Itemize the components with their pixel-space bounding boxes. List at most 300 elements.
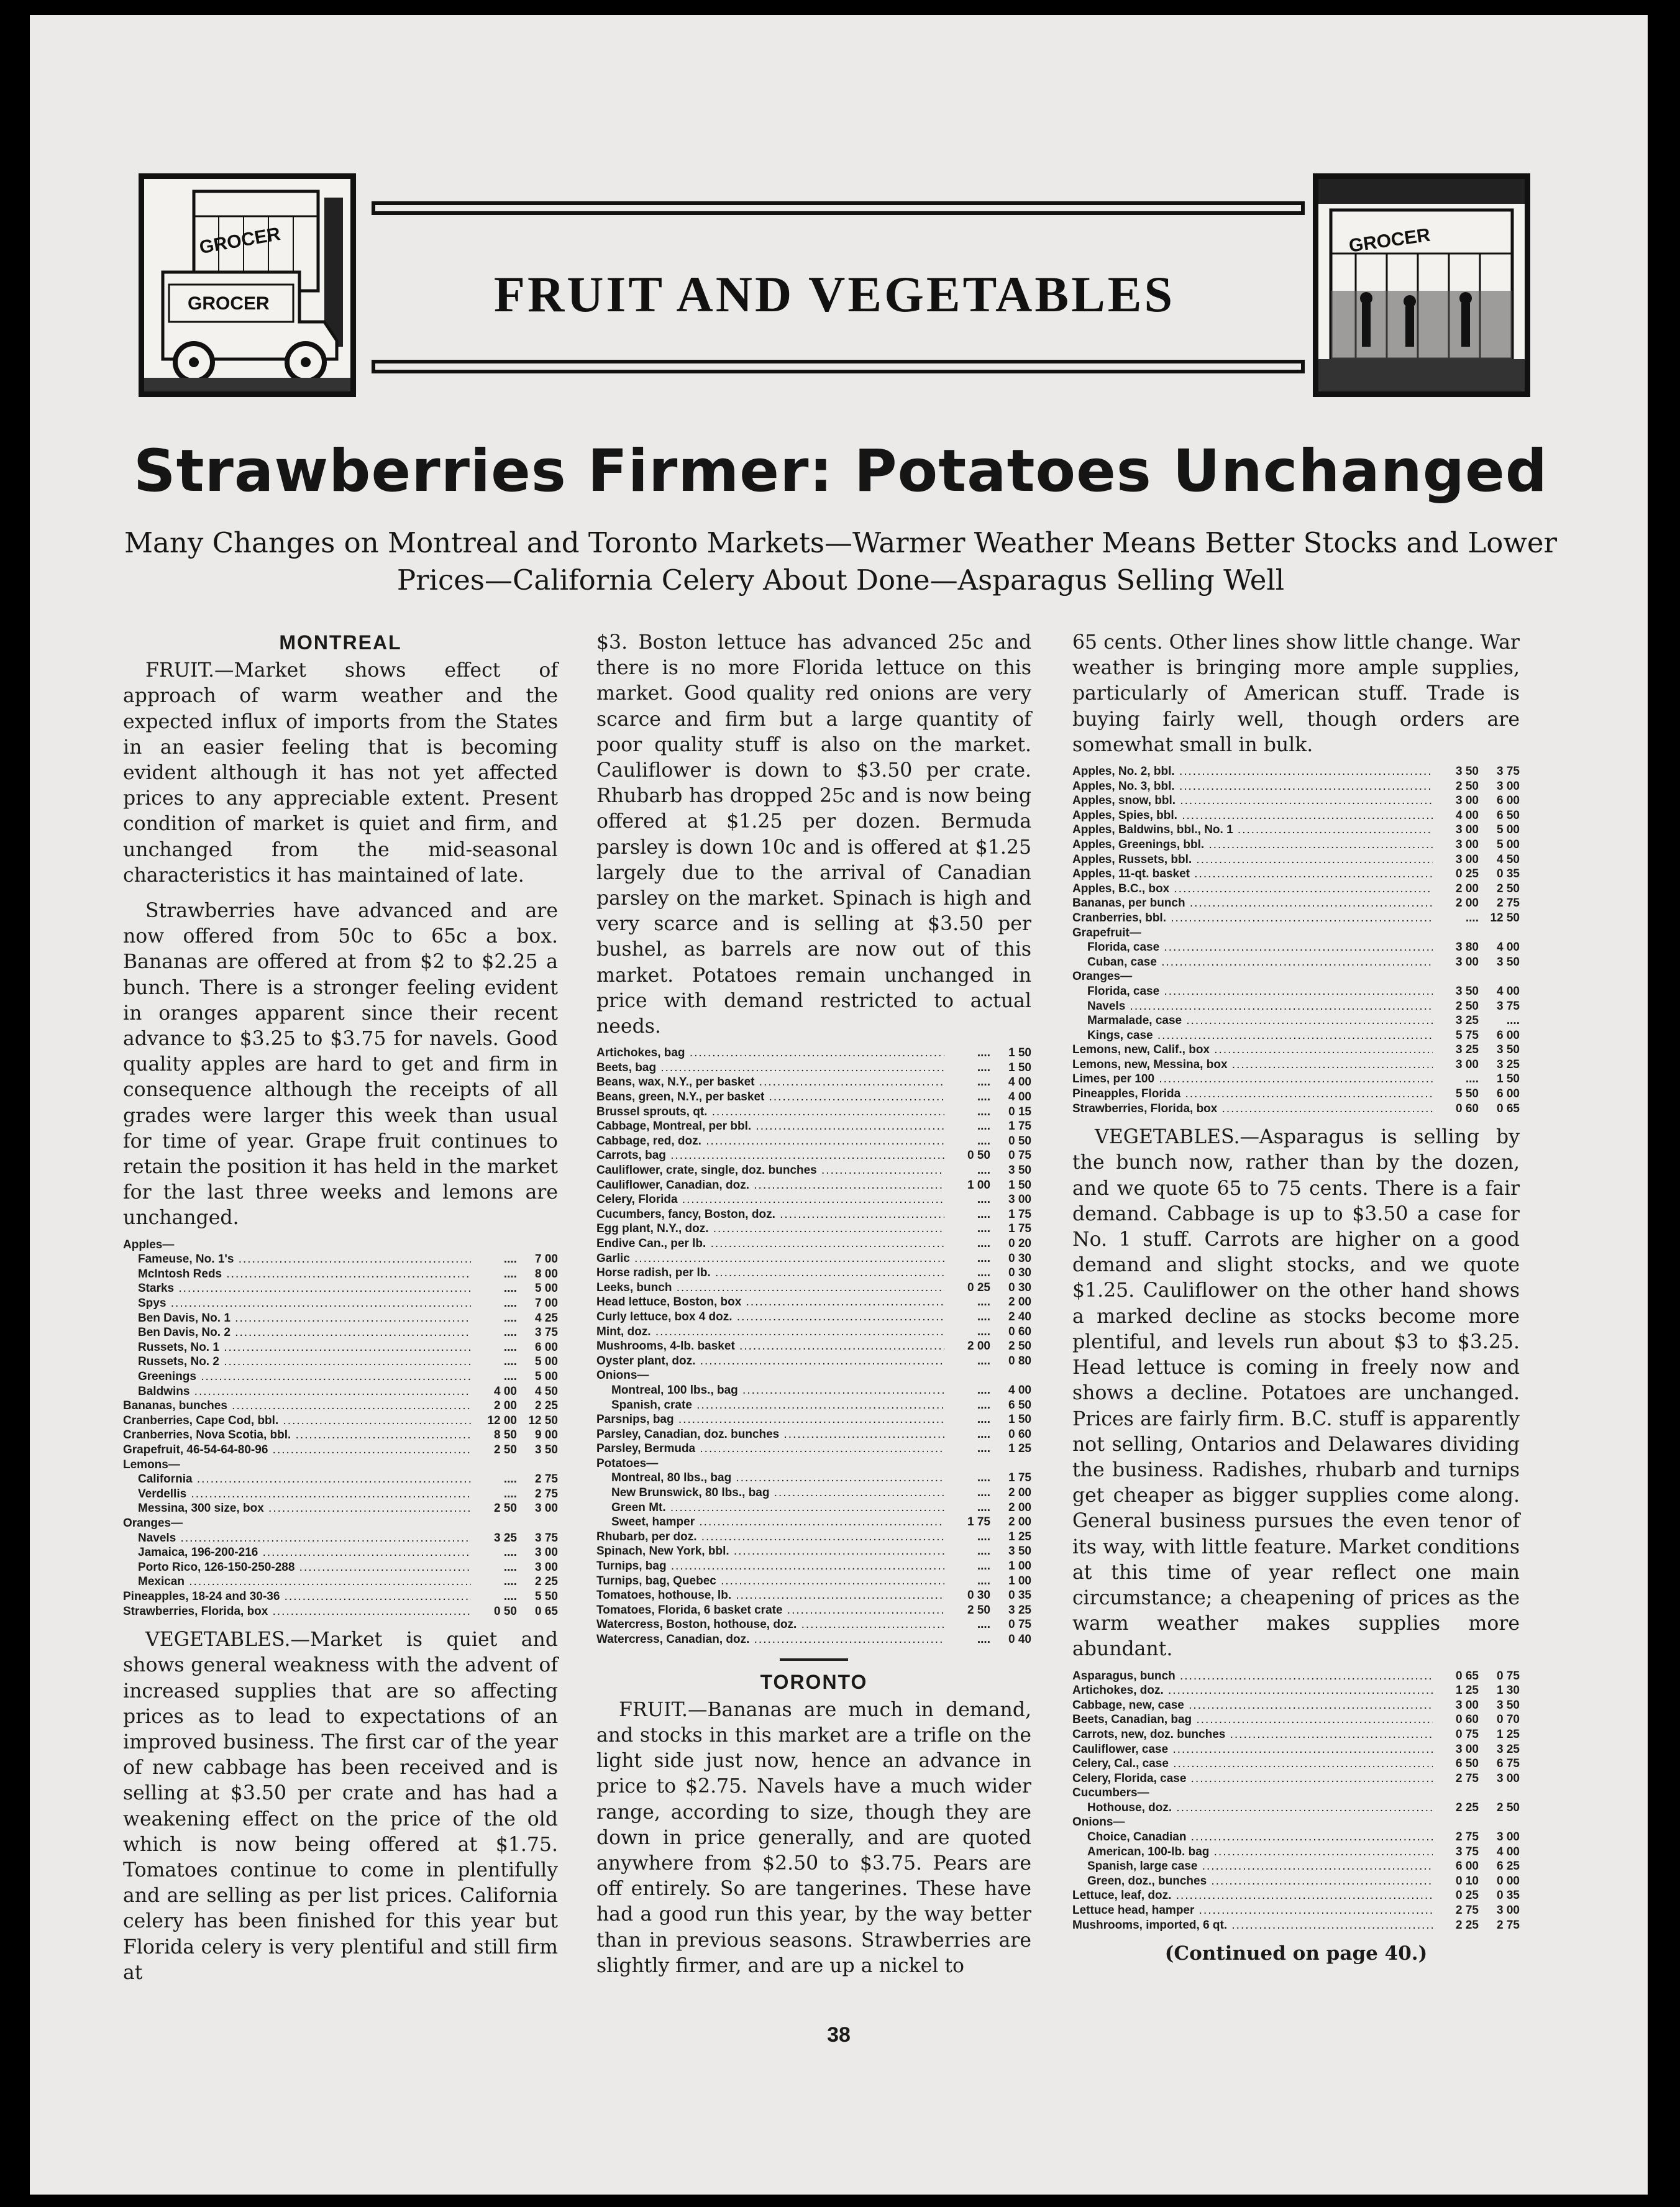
price-low: .... — [977, 1383, 990, 1397]
price-low: .... — [977, 1471, 990, 1485]
price-low: 3 25 — [1456, 1043, 1479, 1057]
price-item-name: Cauliflower, case ..... — [1072, 1742, 1433, 1757]
price-high: 3 75 — [535, 1531, 558, 1545]
price-low: .... — [503, 1487, 517, 1501]
price-row — [1072, 1058, 1520, 1072]
price-item-name: Tomatoes, Florida, 6 basket crate ..... — [596, 1603, 944, 1618]
price-low: .... — [977, 1295, 990, 1309]
price-row — [123, 1267, 558, 1282]
price-low: 0 10 — [1456, 1874, 1479, 1888]
price-low — [949, 1456, 990, 1471]
price-row — [596, 1427, 1031, 1442]
price-item-name: Fameuse, No. 1's ..... — [123, 1252, 471, 1267]
price-item-name: Lettuce head, hamper ..... — [1072, 1903, 1433, 1918]
price-high: 3 50 — [535, 1443, 558, 1456]
price-low: .... — [1465, 911, 1479, 925]
price-row — [1072, 1757, 1520, 1771]
price-item-name: Head lettuce, Boston, box ..... — [596, 1295, 944, 1310]
price-high: 3 75 — [1497, 999, 1520, 1013]
price-row — [596, 1178, 1031, 1193]
price-high — [1479, 969, 1520, 984]
price-item-name: Strawberries, Florida, box ..... — [1072, 1102, 1433, 1117]
price-low — [1438, 1815, 1479, 1830]
price-high: 2 00 — [1008, 1515, 1031, 1529]
price-item-name: Watercress, Boston, hothouse, doz. ..... — [596, 1617, 944, 1632]
price-high: 5 00 — [535, 1370, 558, 1384]
price-row — [596, 1574, 1031, 1589]
price-low: .... — [977, 1530, 990, 1543]
price-high — [1479, 1786, 1520, 1801]
price-low: .... — [503, 1546, 517, 1560]
price-low: 3 80 — [1456, 941, 1479, 954]
price-row — [596, 1412, 1031, 1427]
price-item-name: Cranberries, bbl. ..... — [1072, 911, 1433, 926]
price-item-name: Tomatoes, hothouse, lb. ..... — [596, 1588, 944, 1603]
price-row — [596, 1046, 1031, 1061]
price-row — [1072, 1801, 1520, 1816]
price-item-name: Parsley, Bermuda ..... — [596, 1442, 944, 1456]
price-row — [123, 1311, 558, 1326]
price-low: .... — [503, 1355, 517, 1369]
price-low — [476, 1238, 517, 1253]
price-row — [123, 1574, 558, 1589]
price-high: 3 50 — [1008, 1164, 1031, 1177]
price-row — [596, 1559, 1031, 1574]
price-row — [596, 1134, 1031, 1149]
price-low: 3 00 — [1456, 1058, 1479, 1071]
price-row — [1072, 1859, 1520, 1874]
price-item-name: Starks ..... — [123, 1281, 471, 1296]
price-item-name: Spinach, New York, bbl. ..... — [596, 1544, 944, 1559]
price-low: .... — [503, 1253, 517, 1266]
section-divider — [780, 1658, 848, 1661]
price-low: 0 50 — [967, 1149, 990, 1163]
price-item-name: Baldwins ..... — [123, 1384, 471, 1399]
price-item-name: Grapefruit— — [1072, 926, 1141, 939]
price-row — [596, 1398, 1031, 1413]
price-high: 0 20 — [1008, 1236, 1031, 1250]
price-high: 2 50 — [1008, 1340, 1031, 1353]
price-low — [1438, 1786, 1479, 1801]
price-row — [1072, 1786, 1520, 1801]
price-item-name: Asparagus, bunch ..... — [1072, 1669, 1433, 1684]
price-high: 1 30 — [1497, 1684, 1520, 1698]
price-row — [596, 1501, 1031, 1515]
toronto-fruit-paragraph: FRUIT.—Bananas are much in demand, and stocks in this market are a trifle on the light side just now, hence an advance in price to $2.75. Navels have a much wider range, according to size, though they are down in price generally, and are quoted anywhere from $2.50 to $3.75. Pears are off entirely. So are tangerines. These have had a good run this year, by the way better than in previous seasons. Strawberries are slightly firmer, and are up a nickel to — [596, 1698, 1031, 1977]
price-row — [1072, 1698, 1520, 1713]
price-item-name: Curly lettuce, box 4 doz. ..... — [596, 1310, 944, 1325]
section-banner — [139, 173, 1530, 397]
montreal-fruit-paragraph-2: Strawberries have advanced and are now offered from 50c to 65c a box. Bananas are offered at from $2 to $2.25 a bunch. There is a stronger feeling evident in oranges apparent since their recent advance to $3.25 to $3.75 for navels. Good quality apples are hard to get and firm in consequence although the receipts of all grades were larger this week than usual for time of year. Grape fruit continues to retain the position it has held in the market for the last three weeks and lemons are unchanged. — [123, 900, 558, 1230]
price-row — [1072, 1102, 1520, 1117]
price-row — [596, 1442, 1031, 1456]
price-low: 1 75 — [967, 1515, 990, 1529]
price-item-name: Choice, Canadian ..... — [1072, 1830, 1433, 1845]
montreal-heading: MONTREAL — [279, 631, 402, 654]
price-high: 2 25 — [535, 1399, 558, 1413]
price-row — [123, 1384, 558, 1399]
price-high: 6 00 — [1497, 1087, 1520, 1101]
price-high: 4 25 — [535, 1311, 558, 1325]
price-item-name: California ..... — [123, 1472, 471, 1487]
price-high: 12 50 — [528, 1414, 558, 1427]
price-low: .... — [977, 1442, 990, 1456]
price-high: 1 50 — [1497, 1072, 1520, 1086]
price-row — [123, 1340, 558, 1355]
price-low: 0 60 — [1456, 1713, 1479, 1727]
price-item-name: Cuban, case ..... — [1072, 955, 1433, 970]
price-item-name: Marmalade, case ..... — [1072, 1013, 1433, 1028]
price-low: 0 65 — [1456, 1669, 1479, 1683]
price-item-name: Turnips, bag, Quebec ..... — [596, 1574, 944, 1589]
price-row — [1072, 779, 1520, 794]
price-high — [517, 1516, 558, 1531]
price-row — [1072, 1727, 1520, 1742]
price-item-name: Artichokes, doz. ..... — [1072, 1683, 1433, 1698]
price-low: .... — [977, 1090, 990, 1104]
price-row — [596, 1486, 1031, 1501]
price-item-name: Apples, B.C., box ..... — [1072, 882, 1433, 897]
price-item-name: Spanish, large case ..... — [1072, 1859, 1433, 1874]
price-item-name: Lemons, new, Calif., box ..... — [1072, 1043, 1433, 1058]
price-low: 2 50 — [494, 1502, 517, 1515]
price-high: 0 60 — [1008, 1325, 1031, 1338]
price-low: .... — [977, 1251, 990, 1265]
price-low: .... — [977, 1164, 990, 1177]
price-item-name: Ben Davis, No. 2 ..... — [123, 1325, 471, 1340]
price-low: 2 75 — [1456, 1771, 1479, 1785]
price-high: 4 00 — [1008, 1076, 1031, 1089]
price-item-name: Navels ..... — [123, 1531, 471, 1546]
price-low: 3 50 — [1456, 984, 1479, 998]
price-low: 2 75 — [1456, 1830, 1479, 1844]
price-high: 5 00 — [535, 1282, 558, 1295]
price-high: 2 40 — [1008, 1310, 1031, 1323]
price-high: 3 00 — [1497, 1830, 1520, 1844]
price-high: 8 00 — [535, 1267, 558, 1281]
storefront-drawing-icon — [1318, 179, 1525, 391]
price-high: 6 50 — [1497, 808, 1520, 822]
grocer-truck-illustration — [139, 173, 356, 397]
price-high: 6 00 — [1497, 1028, 1520, 1042]
price-high: 0 75 — [1008, 1618, 1031, 1632]
price-item-name: Parsley, Canadian, doz. bunches ..... — [596, 1427, 944, 1442]
price-low: 3 00 — [1456, 955, 1479, 969]
price-row — [123, 1428, 558, 1443]
price-high: 2 00 — [1008, 1486, 1031, 1500]
price-high: 2 75 — [1497, 897, 1520, 910]
price-high: 1 75 — [1008, 1207, 1031, 1221]
price-item-name: Green Mt. ..... — [596, 1501, 944, 1515]
price-high: 0 65 — [535, 1604, 558, 1618]
price-high: 7 00 — [535, 1297, 558, 1310]
montreal-vegetables-paragraph-cont: $3. Boston lettuce has advanced 25c and there is no more Florida lettuce on this market. Good quality red onions are very scarce and firm but a large quantity of poor quality stuff is also on the market. Cauliflower is down to $3.50 per crate. Rhubarb has dropped 25c and is now being offered at $1.25 per dozen. Bermuda parsley is down 10c and is offered at $1.25 largely due to the arrival of Canadian parsley on the market. Spinach is high and very scarce and is selling at $3.50 per bushel, as barrels are now out of this market. Potatoes remain unchanged in price with demand restricted to actual needs. — [596, 631, 1031, 1038]
price-row — [1072, 1043, 1520, 1058]
price-item-name: Rhubarb, per doz. ..... — [596, 1530, 944, 1545]
price-low — [476, 1516, 517, 1531]
price-low: 5 75 — [1456, 1028, 1479, 1042]
price-row — [596, 1544, 1031, 1559]
price-low: 4 00 — [494, 1384, 517, 1398]
price-row — [1072, 984, 1520, 999]
price-high: 3 00 — [1497, 1771, 1520, 1785]
column-3 — [1072, 630, 1520, 1967]
price-low: .... — [977, 1236, 990, 1250]
price-row — [596, 1383, 1031, 1398]
price-row — [596, 1222, 1031, 1236]
price-item-name: Artichokes, bag ..... — [596, 1046, 944, 1061]
price-high: 3 75 — [1497, 765, 1520, 779]
price-high: 6 00 — [1497, 794, 1520, 808]
price-item-name: Celery, Cal., case ..... — [1072, 1757, 1433, 1771]
price-low: 2 00 — [494, 1399, 517, 1413]
price-row — [1072, 940, 1520, 955]
price-item-name: McIntosh Reds ..... — [123, 1267, 471, 1282]
montreal-vegetables-paragraph: VEGETABLES.—Market is quiet and shows general weakness with the advent of increased supplies that are so affecting prices as to lead to expectations of an improved business. The first car of the year of new cabbage has been received and is selling at $3.50 per crate and has had a weakening effect on the price of the old which is now being offered at $1.75. Tomatoes continue to come in plentifully and are selling as per list prices. California celery has been finished for this year but Florida celery is very plentiful and still firm at — [123, 1629, 558, 1984]
price-row — [1072, 808, 1520, 823]
price-low: .... — [503, 1560, 517, 1574]
price-high: 1 50 — [1008, 1061, 1031, 1074]
price-item-name: Lemons, new, Messina, box ..... — [1072, 1058, 1433, 1072]
price-row — [1072, 1013, 1520, 1028]
price-low: 0 25 — [1456, 867, 1479, 881]
price-high: 5 50 — [535, 1589, 558, 1603]
price-low: .... — [977, 1427, 990, 1441]
price-item-name: Cucumbers, fancy, Boston, doz. ..... — [596, 1207, 944, 1222]
price-high: 0 35 — [1008, 1589, 1031, 1602]
price-item-name: Parsnips, bag ..... — [596, 1412, 944, 1427]
price-high: 3 00 — [1008, 1193, 1031, 1207]
price-row — [1072, 1683, 1520, 1698]
price-high — [1479, 1815, 1520, 1830]
price-low — [949, 1368, 990, 1383]
price-row — [1072, 1771, 1520, 1786]
price-row — [596, 1266, 1031, 1281]
price-row — [596, 1295, 1031, 1310]
montreal-vegetable-price-list — [596, 1046, 1031, 1647]
price-low: 12 00 — [487, 1414, 517, 1427]
price-row — [596, 1325, 1031, 1340]
price-high: 5 00 — [1497, 823, 1520, 837]
price-row — [596, 1310, 1031, 1325]
price-row — [1072, 1669, 1520, 1684]
price-low: .... — [977, 1120, 990, 1133]
price-row — [1072, 999, 1520, 1014]
price-low: 3 75 — [1456, 1845, 1479, 1858]
price-high: 1 50 — [1008, 1046, 1031, 1060]
price-item-name: Grapefruit, 46-54-64-80-96 ..... — [123, 1443, 471, 1458]
price-row — [596, 1632, 1031, 1647]
price-high: 1 75 — [1008, 1222, 1031, 1236]
price-item-name: Mexican ..... — [123, 1574, 471, 1589]
price-item-name: Apples, snow, bbl. ..... — [1072, 793, 1433, 808]
price-low: 3 00 — [1456, 823, 1479, 837]
price-row — [596, 1603, 1031, 1618]
price-item-name: Turnips, bag ..... — [596, 1559, 944, 1574]
price-row — [1072, 867, 1520, 882]
price-high: 0 65 — [1497, 1102, 1520, 1115]
price-item-name: Montreal, 80 lbs., bag ..... — [596, 1471, 944, 1486]
price-row — [1072, 1845, 1520, 1860]
price-low: .... — [977, 1266, 990, 1280]
price-row — [596, 1515, 1031, 1530]
price-item-name: Russets, No. 1 ..... — [123, 1340, 471, 1355]
price-item-name: Cauliflower, Canadian, doz. ..... — [596, 1178, 944, 1193]
price-row — [596, 1456, 1031, 1471]
price-low: 6 50 — [1456, 1757, 1479, 1771]
price-high: 3 75 — [535, 1326, 558, 1340]
price-row — [1072, 1087, 1520, 1102]
price-low: .... — [503, 1589, 517, 1603]
price-item-name: Cucumbers— — [1072, 1786, 1149, 1800]
price-high: 12 50 — [1490, 911, 1520, 925]
price-item-name: Endive Can., per lb. ..... — [596, 1236, 944, 1251]
price-high: 3 50 — [1497, 955, 1520, 969]
price-item-name: Montreal, 100 lbs., bag ..... — [596, 1383, 944, 1398]
price-row — [596, 1236, 1031, 1251]
price-high: 9 00 — [535, 1428, 558, 1442]
price-low: .... — [977, 1076, 990, 1089]
price-high: 4 00 — [1497, 1845, 1520, 1858]
magazine-page — [30, 15, 1648, 2195]
price-high: 4 00 — [1497, 984, 1520, 998]
price-row — [596, 1588, 1031, 1603]
price-high: 1 75 — [1008, 1120, 1031, 1133]
price-high: 2 75 — [1497, 1918, 1520, 1932]
price-item-name: Mint, doz. ..... — [596, 1325, 944, 1340]
price-low: 3 00 — [1456, 1742, 1479, 1756]
price-low: .... — [977, 1193, 990, 1207]
price-row — [123, 1252, 558, 1267]
price-low: .... — [503, 1311, 517, 1325]
price-item-name: Apples, Baldwins, bbl., No. 1 ..... — [1072, 823, 1433, 838]
price-item-name: Sweet, hamper ..... — [596, 1515, 944, 1530]
price-row — [1072, 955, 1520, 970]
price-row — [1072, 882, 1520, 897]
price-high: 6 75 — [1497, 1757, 1520, 1771]
price-row — [596, 1163, 1031, 1178]
price-high: 4 50 — [535, 1384, 558, 1398]
price-high: 0 60 — [1008, 1427, 1031, 1441]
montreal-fruit-paragraph: FRUIT.—Market shows effect of approach of warm weather and the expected influx of imports from the States in an easier feeling that is becoming evident although it has not yet affected prices to any appreciable extent. Present condition of market is quiet and firm, and unchanged from the mid-seasonal characteristics it has maintained of late. — [123, 659, 558, 887]
price-high: 4 00 — [1497, 941, 1520, 954]
price-item-name: Florida, case ..... — [1072, 940, 1433, 955]
price-item-name: Beets, Canadian, bag ..... — [1072, 1712, 1433, 1727]
price-low — [476, 1458, 517, 1473]
price-row — [123, 1458, 558, 1473]
price-high: 1 75 — [1008, 1471, 1031, 1485]
price-item-name: Pineapples, Florida ..... — [1072, 1087, 1433, 1102]
continued-note: (Continued on page 40.) — [1164, 1942, 1428, 1965]
price-low: 3 00 — [1456, 1698, 1479, 1712]
price-row — [1072, 1072, 1520, 1087]
price-high: 1 25 — [1497, 1727, 1520, 1741]
price-row — [1072, 793, 1520, 808]
price-high: 7 00 — [535, 1253, 558, 1266]
subheadline: Many Changes on Montreal and Toronto Markets—Warmer Weather Means Better Stocks and Lower Prices—California Celery About Done—Asparagus Selling Well — [124, 526, 1558, 596]
price-row — [596, 1354, 1031, 1369]
price-item-name: Celery, Florida, case ..... — [1072, 1771, 1433, 1786]
price-high: 4 00 — [1008, 1090, 1031, 1104]
price-row — [123, 1531, 558, 1546]
section-title: FRUIT AND VEGETABLES — [493, 266, 1176, 322]
price-item-name: Ben Davis, No. 1 ..... — [123, 1311, 471, 1326]
price-row — [123, 1560, 558, 1575]
price-high: 0 50 — [1008, 1134, 1031, 1148]
price-low: 2 50 — [967, 1603, 990, 1617]
price-high: 0 80 — [1008, 1354, 1031, 1368]
price-item-name: Mushrooms, imported, 6 qt. ..... — [1072, 1918, 1433, 1933]
price-low: .... — [977, 1310, 990, 1323]
price-item-name: Bananas, per bunch ..... — [1072, 896, 1433, 911]
column-2 — [596, 630, 1031, 1979]
price-high: 3 50 — [1497, 1043, 1520, 1057]
price-high: 3 25 — [1497, 1058, 1520, 1071]
price-low: .... — [503, 1370, 517, 1384]
price-row — [1072, 1028, 1520, 1043]
price-high: 0 70 — [1497, 1713, 1520, 1727]
price-row — [123, 1325, 558, 1340]
price-low: .... — [977, 1501, 990, 1514]
price-row — [1072, 1918, 1520, 1933]
price-low: 2 50 — [1456, 999, 1479, 1013]
price-item-name: Greenings ..... — [123, 1369, 471, 1384]
price-low: 0 60 — [1456, 1102, 1479, 1115]
price-high: 2 00 — [1008, 1501, 1031, 1514]
price-row — [596, 1192, 1031, 1207]
price-low: 2 00 — [1456, 897, 1479, 910]
price-low: .... — [503, 1473, 517, 1486]
price-item-name: Cauliflower, crate, single, doz. bunches ..... — [596, 1163, 944, 1178]
price-item-name: Celery, Florida ..... — [596, 1192, 944, 1207]
price-row — [123, 1414, 558, 1428]
price-row — [1072, 969, 1520, 984]
price-item-name: Beets, bag ..... — [596, 1061, 944, 1076]
price-row — [596, 1148, 1031, 1163]
price-high: 2 25 — [535, 1575, 558, 1589]
price-item-name: Apples, Spies, bbl. ..... — [1072, 808, 1433, 823]
price-item-name: Spys ..... — [123, 1296, 471, 1311]
price-item-name: Oranges— — [123, 1516, 183, 1530]
price-item-name: Horse radish, per lb. ..... — [596, 1266, 944, 1281]
price-high: 0 75 — [1497, 1669, 1520, 1683]
price-high — [1479, 926, 1520, 941]
price-high: 6 50 — [1008, 1398, 1031, 1412]
price-high: 5 00 — [1497, 838, 1520, 851]
price-high: 2 00 — [1008, 1295, 1031, 1309]
price-row — [596, 1105, 1031, 1120]
price-row — [596, 1281, 1031, 1295]
price-high: 2 75 — [535, 1487, 558, 1501]
price-high — [990, 1368, 1031, 1383]
price-high: 0 35 — [1497, 867, 1520, 881]
price-item-name: Limes, per 100 ..... — [1072, 1072, 1433, 1087]
price-row — [596, 1207, 1031, 1222]
price-low: 2 75 — [1456, 1904, 1479, 1917]
price-row — [1072, 1742, 1520, 1757]
price-low: .... — [977, 1046, 990, 1060]
price-low: 0 25 — [1456, 1889, 1479, 1903]
price-low: .... — [977, 1325, 990, 1338]
price-item-name: Leeks, bunch ..... — [596, 1281, 944, 1295]
toronto-heading: TORONTO — [760, 1670, 868, 1693]
price-low: .... — [977, 1413, 990, 1427]
price-low: .... — [977, 1618, 990, 1632]
price-row — [1072, 896, 1520, 911]
price-item-name: Apples, 11-qt. basket ..... — [1072, 867, 1433, 882]
price-item-name: Garlic ..... — [596, 1251, 944, 1266]
price-high: 3 50 — [1008, 1545, 1031, 1558]
